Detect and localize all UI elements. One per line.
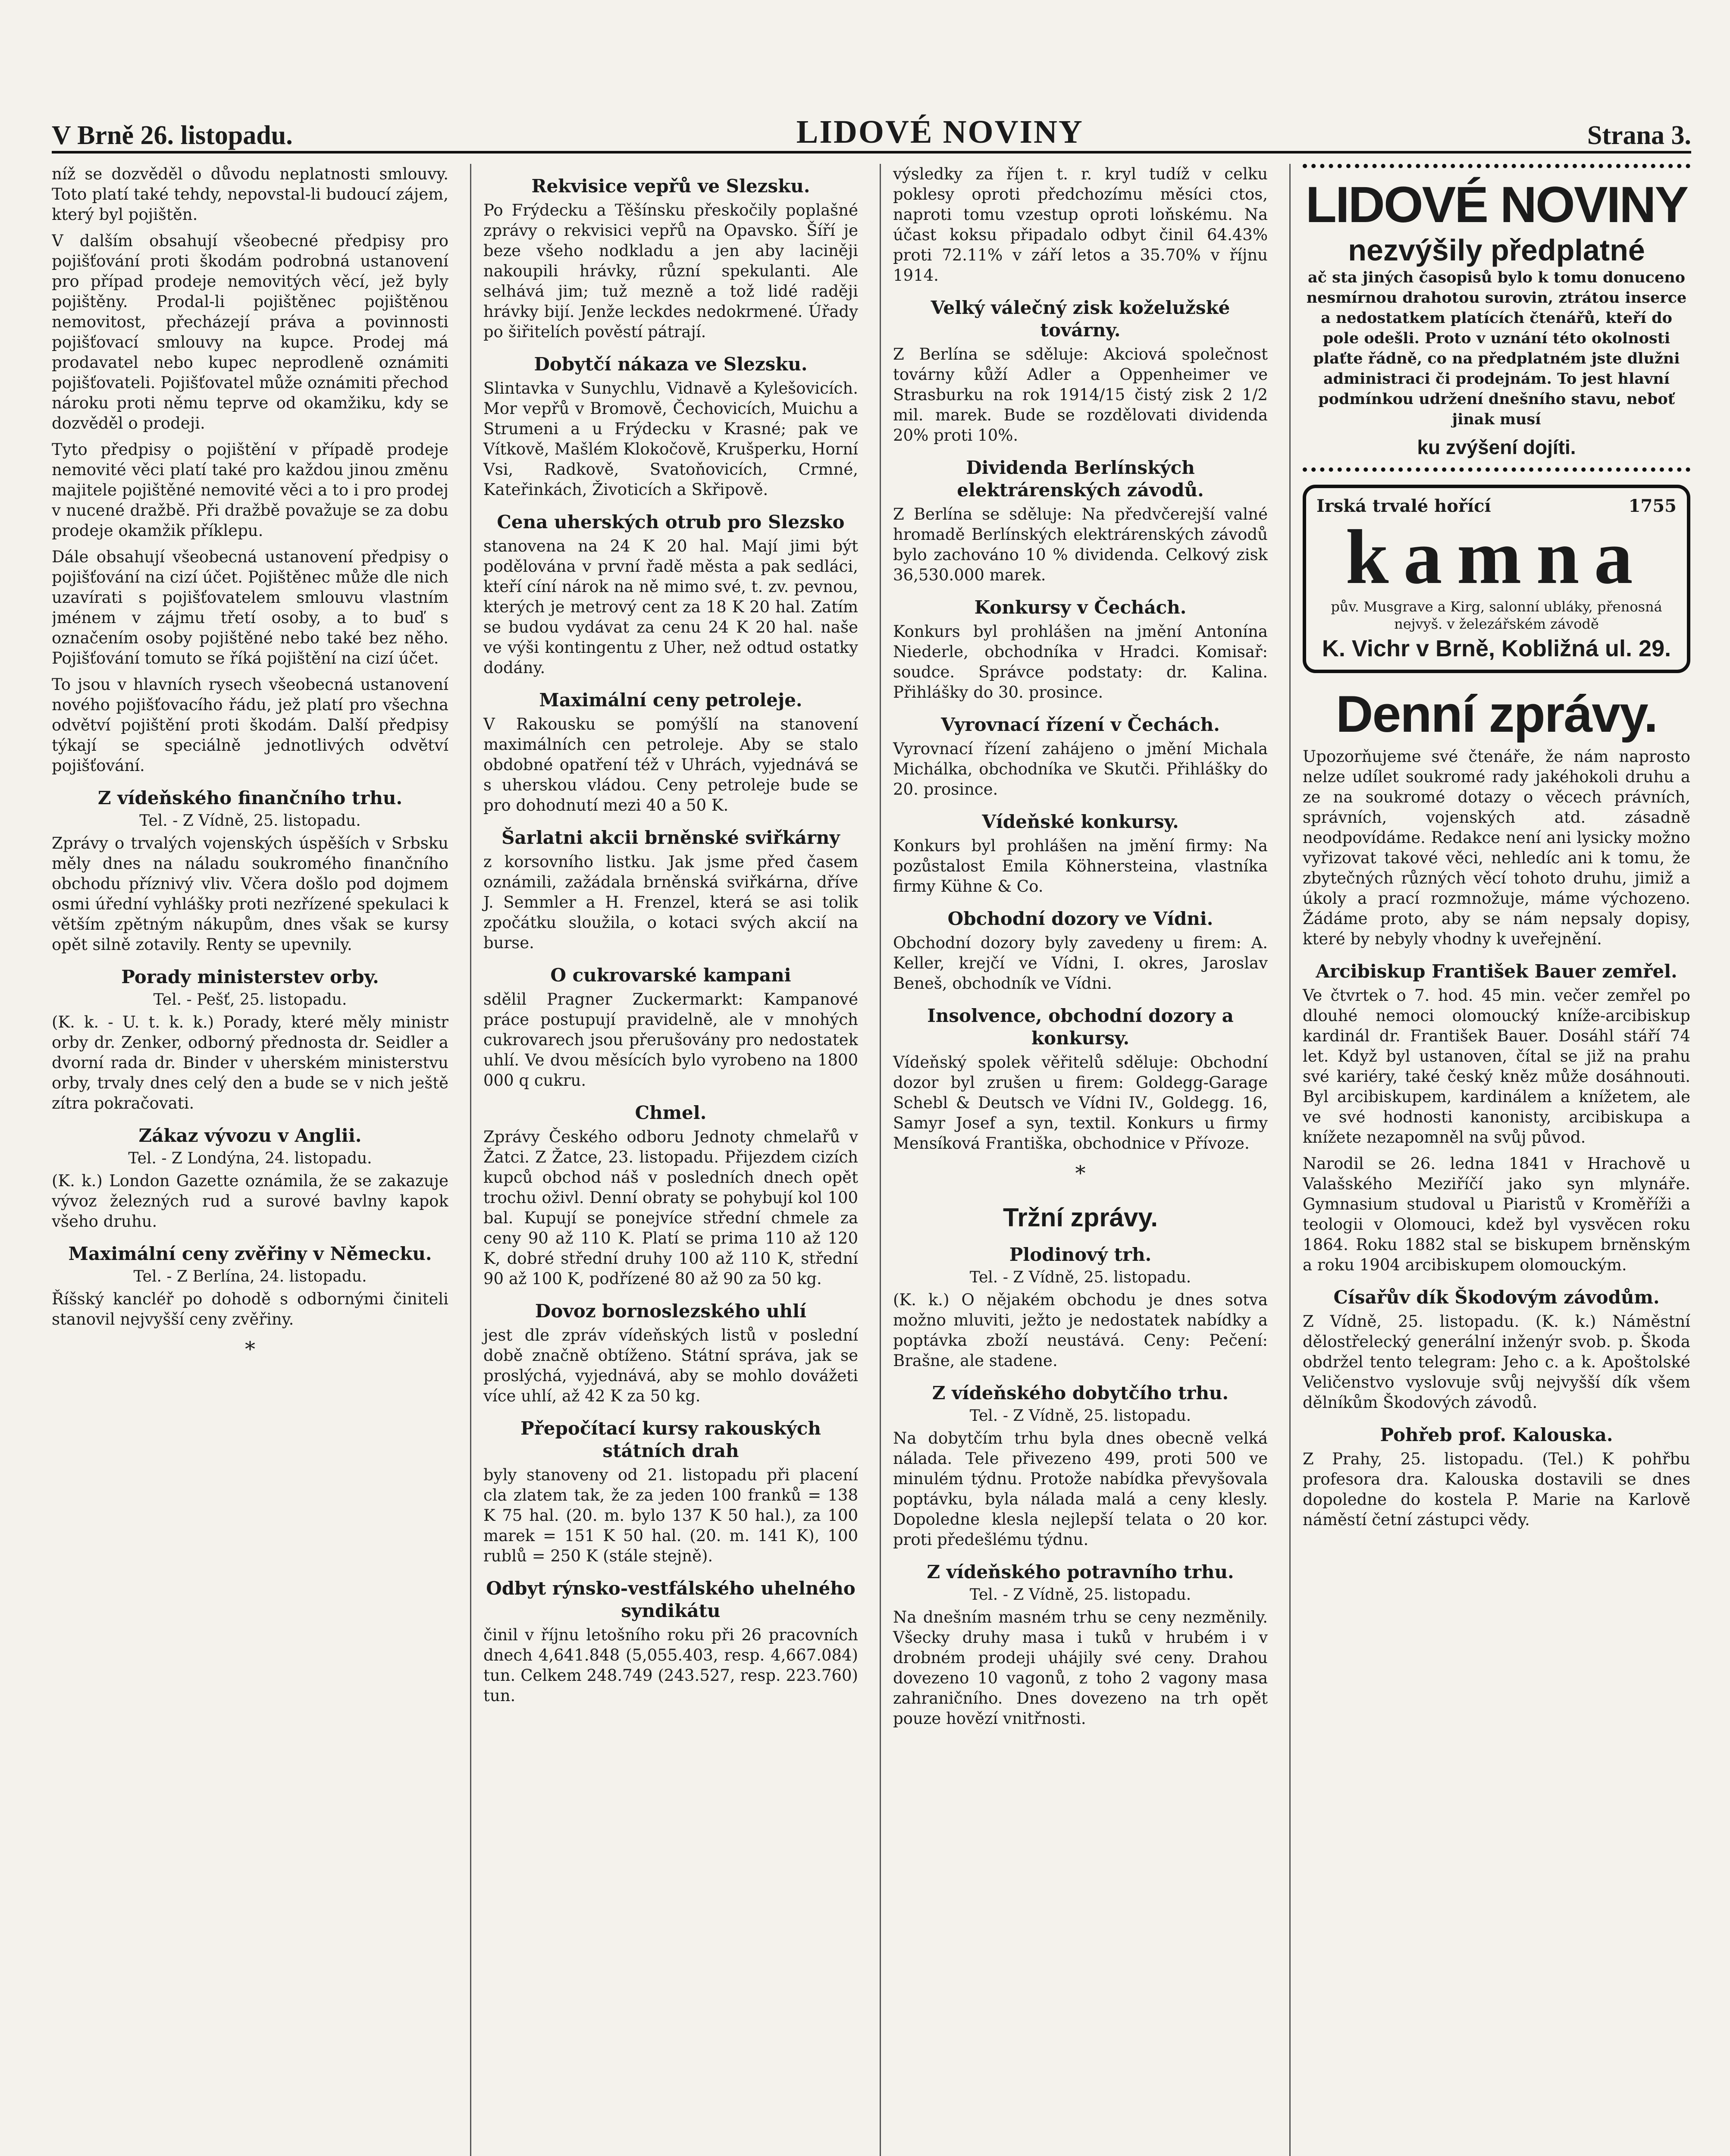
section-title: Denní zprávy.: [1335, 685, 1658, 743]
article-heading: Vídeňské konkursy.: [982, 811, 1179, 832]
article-text: Konkurs byl prohlášen na jmění firmy: Na pozůstalost Emila Köhnersteina, vlastníka firmy Kühne & Co.: [893, 837, 1268, 896]
advert-headline: kamna: [1345, 514, 1648, 600]
advert-text: ač sta jiných časopisů bylo k tomu donuceno nesmírnou drahotou surovin, ztrátou inserce a nedostatkem platících čtenářů, kteří do pole odešli. Proto v uznání této okolnosti plaťte řádně, co na předplatném jste dlužni administraci či prodejnám. To jest hlavní podmínkou udržení dnešního stavu, neboť jinak musí: [1306, 269, 1687, 428]
article-heading: Obchodní dozory ve Vídni.: [947, 908, 1213, 929]
article-heading: Pohřeb prof. Kalouska.: [1380, 1424, 1613, 1445]
article-text: Z Vídně, 25. listopadu. (K. k.) Náměstní dělostřelecký generální inženýr svob. p. Škoda obdržel tento telegram: Jeho c. a k. Apoštolské Veličenstvo vyslovuje svůj nejvyšší dík všem dělníkům Škodových závodů.: [1303, 1312, 1690, 1412]
section-title: Tržní zprávy.: [1003, 1203, 1158, 1232]
separator-star: *: [245, 1337, 255, 1361]
article-heading: Přepočítací kursy rakouských státních drah: [520, 1418, 821, 1461]
article-heading: Cena uherských otrub pro Slezsko: [497, 511, 845, 533]
article-text: Z Prahy, 25. listopadu. (Tel.) K pohřbu profesora dra. Kalouska dostavili se dnes dopoledne do kostela P. Marie na Karlově náměstí četní zástupci vědy.: [1303, 1450, 1690, 1529]
advert-end: ku zvýšení dojíti.: [1417, 436, 1576, 458]
article-heading: Dobytčí nákaza ve Slezsku.: [534, 354, 808, 375]
article-text: Vídeňský spolek věřitelů sděluje: Obchodní dozor byl zrušen u firem: Goldegg-Garage Schebl & Deutsch ve Vídni IV., Goldegg. 16, Samyr Josef a syn, textil. Konkurs u firmy Mensíková Františka, obchodnice v Přívoze.: [893, 1053, 1268, 1153]
article-text: (K. k. - U. t. k. k.) Porady, které měly ministr orby dr. Zenker, odborný přednosta dr. Seidler a dvorní rada dr. Binder v uherském ministerstvu orby, trvaly dnes celý den a bude se v nich ještě zítra pokračovati.: [52, 1013, 448, 1112]
dateline: Tel. - Z Vídně, 25. listopadu.: [139, 812, 361, 830]
article-heading: Porady ministerstev orby.: [121, 966, 379, 987]
article-heading: Chmel.: [635, 1102, 707, 1123]
article-heading: Císařův dík Škodovým závodům.: [1333, 1287, 1660, 1308]
article-heading: Zákaz vývozu v Anglii.: [138, 1125, 362, 1146]
dateline: Tel. - Z Vídně, 25. listopadu.: [969, 1586, 1191, 1604]
column-2: [470, 164, 858, 2156]
article-text: Zprávy Českého odboru Jednoty chmelařů v Žatci. Z Žatce, 23. listopadu. Přijezdem cizích kupců obchod náš v posledních dnech opět trochu oživl. Denní obraty se pohybují kol 100 bal. Kupují se ponejvíce střední chmele za ceny 90 až 110 K. Platí se prima 110 až 120 K, dobré střední druhy 100 až 110 K, střední 90 až 100 K, podřízené 80 až 90 za 50 kg.: [483, 1128, 858, 1288]
article-heading: Z vídeňského potravního trhu.: [927, 1561, 1234, 1583]
newspaper-name: LIDOVÉ NOVINY: [796, 114, 1084, 150]
article-heading: Plodinový trh.: [1009, 1244, 1152, 1265]
column-4: [1289, 164, 1690, 2156]
article-text: Po Frýdecku a Těšínsku přeskočily poplašné zprávy o rekvisici vepřů na Opavsko. Šíří je beze všeho nodkladu a jen aby laciněji nakoupili hrávky, různí spekulanti. Ale selhává jim; tuž mezně a tož lidé raději hrávky bijí. Jenže leckdes nedokrmené. Úřady po šiřitelích pověstí pátrají.: [483, 201, 858, 341]
article-text: níž se dozvěděl o důvodu neplatnosti smlouvy. Toto platí také tehdy, nepovstal-li budoucí zájem, který byl pojištěn.: [52, 165, 448, 224]
article-heading: Z vídeňského dobytčího trhu.: [932, 1382, 1229, 1404]
article-text: Upozorňujeme své čtenáře, že nám naprosto nelze udílet soukromé rady jakéhokoli druhu a ze na soukromé dotazy o věcech právních, správních, vojenských atd. zásadně neodpovídáme. Redakce není ani lysicky možno vyřizovat takové věci, nehledíc ani k tomu, že zbytečných různých věcí tohoto druhu, jimiž a úkoly a prací rozmnožuje, máme výchozeno. Žádáme proto, aby se nám nepsaly dopisy, které by nebyly vhodny k uveřejnění.: [1303, 747, 1690, 948]
article-text: Dále obsahují všeobecná ustanovení předpisy o pojišťování na cizí účet. Pojištěnec může dle nich uzavírati s pojišťovatelem smlouvu vlastním jménem v zájmu třetí osoby, a to buď s označením osoby pojištěné nebo také bez něho. Pojišťování tomuto se říká pojištění na cizí účet.: [52, 548, 448, 667]
article-text: Z Berlína se sděluje: Na předvčerejší valné hromadě Berlínských elektrárenských závodů bylo zachováno 10 % dividenda. Celkový zisk 36,530.000 marek.: [893, 505, 1268, 584]
article-text: byly stanoveny od 21. listopadu při placení cla zlatem tak, že za jeden 100 franků = 138 K 75 hal. (20. m. bylo 137 K 50 hal.), za 100 marek = 151 K 50 hal. (20. m. 141 K), 100 rublů = 250 K (stále stejně).: [483, 1466, 858, 1565]
page-number: Strana 3.: [1587, 121, 1691, 150]
article-heading: Z vídeňského finančního trhu.: [97, 787, 403, 808]
article-text: V dalším obsahují všeobecné předpisy pro pojišťování proti škodám podrobná ustanovení pro případ prodeje nemovitých věcí, jež byly pojištěny. Prodal-li pojištěnec pojištěnou nemovitost, přecházejí práva a povinnosti pojišťovací smlouvy na kupce. Prodej má prodavatel nebo kupec neprodleně oznámiti pojišťovateli. Pojišťovatel může oznámiti přechod nároku proti němu teprve od okamžiku, kdy se dozvěděl o prodeji.: [52, 232, 448, 432]
dateline: Tel. - Z Berlína, 24. listopadu.: [133, 1268, 367, 1285]
article-text: Ve čtvrtek o 7. hod. 45 min. večer zemřel po dlouhé nemoci olomoucký kníže-arcibiskup kardinál dr. František Bauer. Dosáhl stáří 74 let. Když byl ustanoven, čítal se již na prahu své kariéry, také český kněz může dosáhnouti. Byl arcibiskupem, kardinálem a knížetem, ale ve své hodnosti kanonisty, arcibiskupa a knížete nezapomněl na svůj původ.: [1303, 986, 1690, 1147]
advert-text: pův. Musgrave a Kirg, salonní ubláky, přenosná nejvyš. v železářském závodě: [1331, 599, 1662, 632]
article-heading: Šarlatni akcii brněnské sviřkárny: [501, 827, 840, 848]
article-text: Narodil se 26. ledna 1841 v Hrachově u Valašského Meziříčí jako syn mlynáře. Gymnasium studoval u Piaristů v Kroměříži a teologii v Olomouci, kdež byl vysvěcen roku 1864. Roku 1882 stal se biskupem brněnským a roku 1904 arcibiskupem olomouckým.: [1303, 1154, 1690, 1274]
article-text: sdělil Pragner Zuckermarkt: Kampanové práce postupují pravidelně, ale v mnohých cukrovarech jsou přerušovány pro nedostatek uhlí. Ve dvou měsících bylo vyrobeno na 1800 000 q cukru.: [483, 990, 858, 1090]
issue-date: V Brně 26. listopadu.: [52, 121, 293, 150]
page-header: [52, 103, 1691, 154]
advert-label: Irská trvalé hořící: [1316, 496, 1491, 516]
article-heading: Rekvisice vepřů ve Slezsku.: [531, 175, 810, 197]
article-text: jest dle zpráv vídeňských listů v poslední době značně obtíženo. Státní správa, jak se proslýchá, vyjednává, aby se mohlo dovážeti více uhlí, až 42 K za 50 kg.: [483, 1326, 858, 1405]
article-heading: Arcibiskup František Bauer zemřel.: [1316, 961, 1677, 982]
article-text: Slintavka v Sunychlu, Vidnavě a Kylešovicích. Mor vepřů v Bromově, Čechovicích, Muichu a Strumeni a u Frýdecku v Krasné; pak ve Vítkově, Mašlém Klokočově, Krušperku, Horní Vsi, Radkově, Svatoňovicích, Crmné, Kateřinkách, Životicích a Skřipově.: [483, 379, 858, 499]
article-text: Říšský kancléř po dohodě s odbornými činiteli stanovil nejvyšší ceny zvěřiny.: [52, 1290, 448, 1329]
article-text: Z Berlína se sděluje: Akciová společnost továrny kůží Adler a Oppenheimer ve Strasburku na rok 1914/15 čistý zisk 2 1/2 mil. marek. Bude se rozdělovati dividenda 20% proti 10%.: [893, 345, 1268, 445]
stove-advert: [1303, 485, 1690, 673]
dateline: Tel. - Z Vídně, 25. listopadu.: [969, 1407, 1191, 1425]
dateline: Tel. - Z Londýna, 24. listopadu.: [128, 1150, 372, 1167]
article-heading: Velký válečný zisk koželužské továrny.: [931, 297, 1230, 341]
article-text: Tyto předpisy o pojištění v případě prodeje nemovité věci platí také pro každou jinou změnu majitele pojištěné nemovité věci a to i pro prodej v nucené dražbě. Při dražbě považuje se za dobu prodeje okamžik příklepu.: [52, 440, 448, 540]
article-heading: Odbyt rýnsko-vestfálského uhelného syndikátu: [486, 1578, 856, 1621]
dateline: Tel. - Pešť, 25. listopadu.: [153, 991, 347, 1009]
separator-star: *: [1075, 1161, 1086, 1185]
subscription-advert: [1303, 164, 1690, 472]
article-text: Zprávy o trvalých vojenských úspěších v Srbsku měly dnes na náladu soukromého finančního obchodu příznivý vliv. Včera došlo pod dojmem osmi úřední vyhlášky proti nezřízené spekulaci k větším zpětným nákupům, dnes však se kursy opět silně zotavily. Renty se upevnily.: [52, 834, 448, 954]
article-text: Konkurs byl prohlášen na jmění Antonína Niederle, obchodníka v Hradci. Komisař: soudce. Správce podstaty: dr. Kalina. Přihlášky do 30. prosince.: [893, 622, 1268, 702]
advert-address: K. Vichr v Brně, Kobližná ul. 29.: [1322, 636, 1671, 661]
article-text: (K. k.) London Gazette oznámila, že se zakazuje vývoz železných rud a surové bavlny kapok všeho druhu.: [52, 1172, 448, 1231]
article-text: To jsou v hlavních rysech všeobecná ustanovení nového pojišťovacího řádu, jež platí pro všechna odvětví pojištění proti škodám. Další předpisy týkají se speciálně jednotlivých odvětví pojišťování.: [52, 675, 448, 775]
dateline: Tel. - Z Vídně, 25. listopadu.: [969, 1269, 1191, 1286]
article-text: Obchodní dozory byly zavedeny u firem: A. Keller, krejčí ve Vídni, I. okres, Jaroslav Beneš, obchodník ve Vídni.: [893, 934, 1268, 993]
article-heading: Maximální ceny zvěřiny v Německu.: [68, 1243, 432, 1264]
article-text: Vyrovnací řízení zahájeno o jmění Michala Michálka, obchodníka ve Skutči. Přihlášky do 20. prosince.: [893, 740, 1268, 799]
article-text: stanovena na 24 K 20 hal. Mají jimi být podělována v první řadě města a pak sedláci, kteří cíní nárok na ně mimo své, t. zv. pevnou, kterých je metrový cent za 18 K 20 hal. Zatím se budou vydávat za cenu 24 K 20 hal. naše ve výši kontingentu z Uher, než odtud ostatky dodány.: [483, 537, 858, 677]
article-heading: Dividenda Berlínských elektrárenských závodů.: [957, 457, 1204, 501]
article-text: výsledky za říjen t. r. kryl tudíž v celku poklesy oproti předchozímu měsíci ctos, naproti tomu vzestup oproti loňskému. Na účast koksu připadalo odbyt činil 64.43% proti 72.11% v září letos a 35.70% v říjnu 1914.: [893, 165, 1268, 285]
article-text: V Rakousku se pomýšlí na stanovení maximálních cen petroleje. Aby se stalo obdobné opatření též v Uhrách, vyjednává se s uherskou vládou. Ceny petroleje bude se pro dohodnutí mezi 40 a 50 K.: [483, 715, 858, 815]
column-1: [52, 164, 448, 2156]
article-heading: Insolvence, obchodní dozory a konkursy.: [927, 1005, 1234, 1049]
advert-number: 1755: [1628, 496, 1677, 516]
article-text: (K. k.) O nějakém obchodu je dnes sotva možno mluviti, ježto je nedostatek nabídky a poptávka zboží neustává. Ceny: Pečení: Brašne, ale stadene.: [893, 1291, 1268, 1370]
article-text: činil v říjnu letošního roku při 26 pracovních dnech 4,641.848 (5,055.403, resp. 4,667.084) tun. Celkem 248.749 (243.527, resp. 223.760) tun.: [483, 1626, 858, 1705]
article-heading: Konkursy v Čechách.: [974, 597, 1187, 618]
article-heading: Dovoz bornoslezského uhlí: [535, 1300, 807, 1322]
article-heading: O cukrovarské kampani: [550, 965, 791, 986]
article-text: Na dnešním masném trhu se ceny nezměnily. Všecky druhy masa i tuků v hrubém i v drobném prodeji uhájily své ceny. Drahou dovezeno 10 vagonů, z toho 2 vagony masa zahraničního. Dnes dovezeno na trh opět pouze hovězí vnitřnosti.: [893, 1608, 1268, 1728]
article-text: z korsovního listku. Jak jsme před časem oznámili, zažádala brněnská sviřkárna, dříve J. Semmler a H. Frenzel, která se asi tolik zpočátku sloužila, o kotaci svých akcií na burse.: [483, 852, 858, 952]
article-heading: Maximální ceny petroleje.: [539, 689, 802, 711]
article-text: Na dobytčím trhu byla dnes obecně velká nálada. Tele přivezeno 499, proti 500 ve minulém týdnu. Protože nabídka převyšovala poptávku, byla nálada malá a ceny klesly. Dopoledne klesla nejlepší telata o 20 kor. proti předešlému týdnu.: [893, 1429, 1268, 1549]
advert-subtitle: nezvýšily předplatné: [1348, 233, 1645, 267]
advert-title: LIDOVÉ NOVINY: [1305, 176, 1688, 233]
article-heading: Vyrovnací řízení v Čechách.: [941, 714, 1220, 735]
column-3: [880, 164, 1268, 2156]
